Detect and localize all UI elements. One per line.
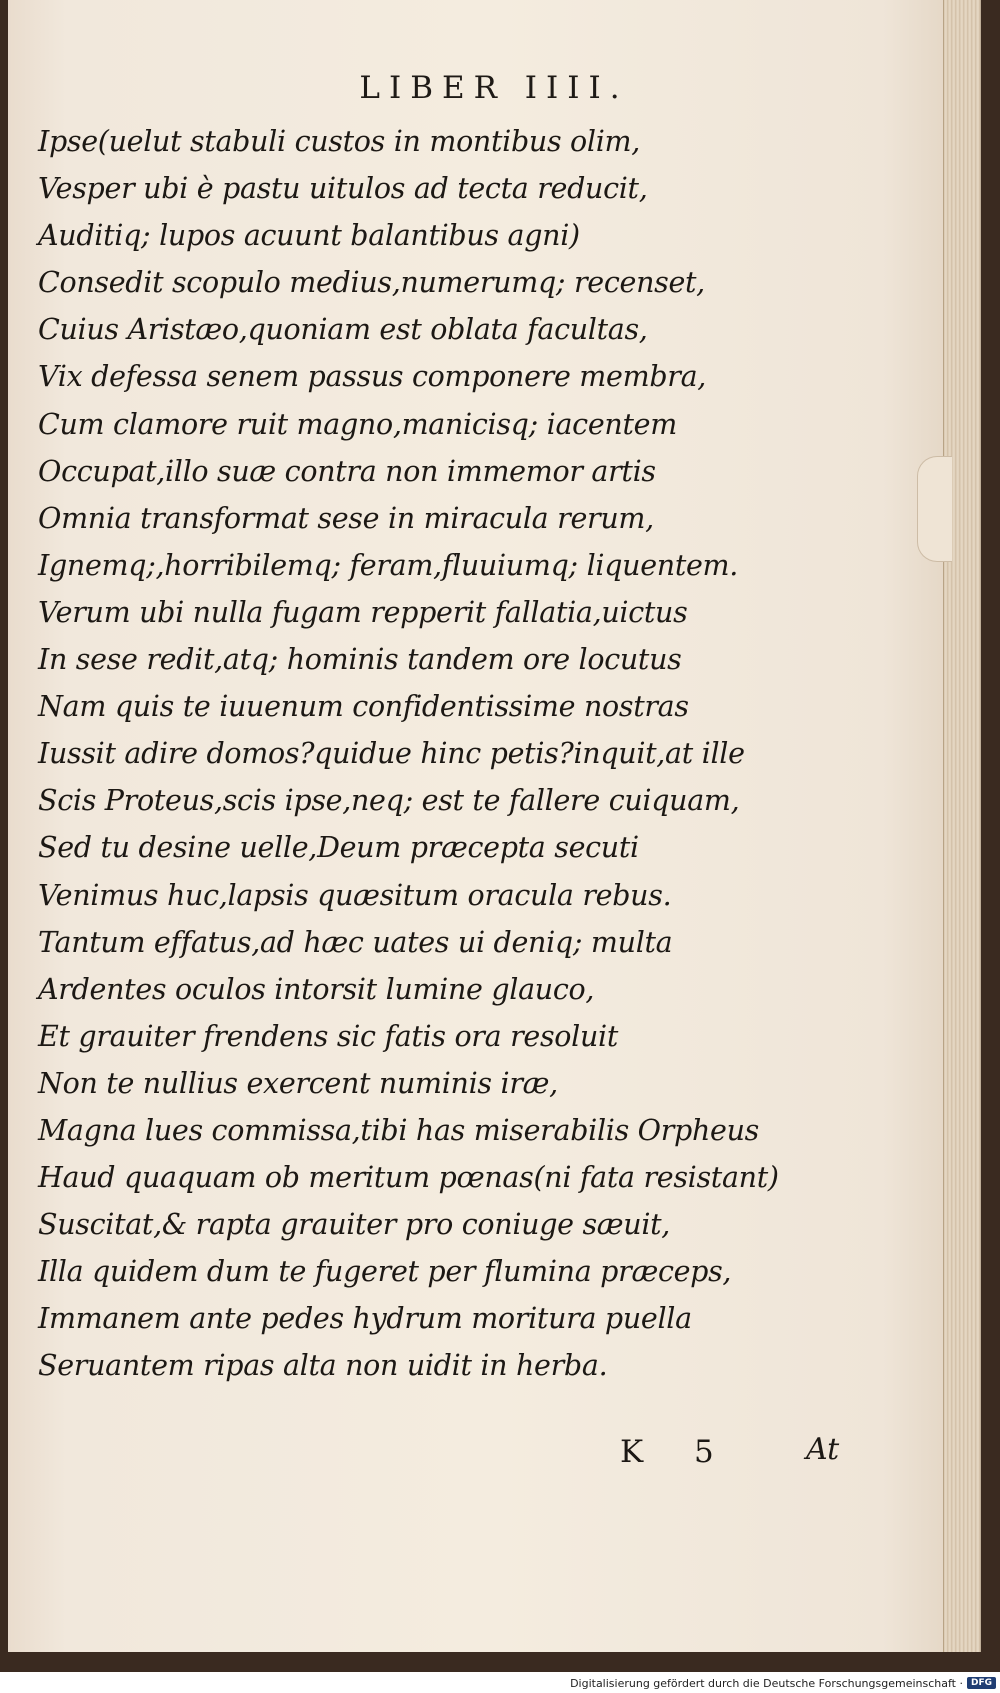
verse-line: Cum clamore ruit magno,manicisq; iacentem [38, 407, 677, 441]
verse-line: Venimus huc,lapsis quæsitum oracula rebus. [38, 878, 672, 912]
verse-line: Immanem ante pedes hydrum moritura puella [38, 1302, 692, 1336]
verse-line: Auditiq; lupos acuunt balantibus agni) [38, 219, 580, 253]
verse-line: Ardentes oculos intorsit lumine glauco, [38, 972, 595, 1006]
verse-line: Consedit scopulo medius,numerumq; recenset, [38, 266, 705, 300]
verse-line: In sese redit,atq; hominis tandem ore locutus [38, 643, 682, 677]
verse-line: Suscitat,& rapta grauiter pro coniuge sæuit, [38, 1208, 671, 1242]
book-page [8, 0, 981, 1652]
page-edge-stack [943, 0, 980, 1652]
verse-line: Magna lues commissa,tibi has miserabilis Orpheus [38, 1113, 760, 1147]
verse-line: Tantum effatus,ad hæc uates ui deniq; multa [38, 925, 673, 959]
verse-line: Seruantem ripas alta non uidit in herba. [38, 1349, 608, 1383]
verse-line: Ipse(uelut stabuli custos in montibus olim, [38, 125, 641, 158]
verse-line: Et grauiter frendens sic fatis ora resoluit [38, 1019, 618, 1053]
verse-line: Sed tu desine uelle,Deum præcepta secuti [38, 831, 639, 865]
verse-line: Nam quis te iuuenum confidentissime nostras [38, 690, 689, 724]
digitization-credit [570, 1675, 996, 1691]
verse-line: Cuius Aristæo,quoniam est oblata facultas, [38, 313, 648, 347]
running-title: LIBER IIII. [359, 70, 629, 106]
verse-line: Illa quidem dum te fugeret per flumina præceps, [38, 1255, 732, 1289]
dfg-logo: DFG [967, 1677, 996, 1689]
verse-line: Haud quaquam ob meritum pœnas(ni fata resistant) [38, 1161, 779, 1195]
signature-mark: K [620, 1434, 644, 1470]
catchword: At [806, 1432, 840, 1467]
signature-number: 5 [694, 1434, 714, 1470]
verse-line: Iussit adire domos?quidue hinc petis?inquit,at ille [38, 737, 745, 771]
credit-text: Digitalisierung gefördert durch die Deutsche Forschungsgemeinschaft · [570, 1676, 963, 1690]
verse-line: Vix defessa senem passus componere membra, [38, 360, 707, 394]
verse-line: Scis Proteus,scis ipse,neq; est te fallere cuiquam, [38, 784, 740, 818]
verse-list [38, 118, 779, 1390]
verse-line: Non te nullius exercent numinis iræ, [38, 1066, 558, 1100]
fore-edge-tab [917, 456, 952, 562]
verse-line: Verum ubi nulla fugam repperit fallatia,uictus [38, 595, 688, 629]
verse-line: Vesper ubi è pastu uitulos ad tecta reducit, [38, 172, 648, 206]
verse-line: Occupat,illo suæ contra non immemor artis [38, 454, 656, 488]
verse-line: Omnia transformat sese in miracula rerum, [38, 501, 654, 535]
verse-line: Ignemq;,horribilemq; feram,fluuiumq; liquentem. [38, 548, 739, 582]
